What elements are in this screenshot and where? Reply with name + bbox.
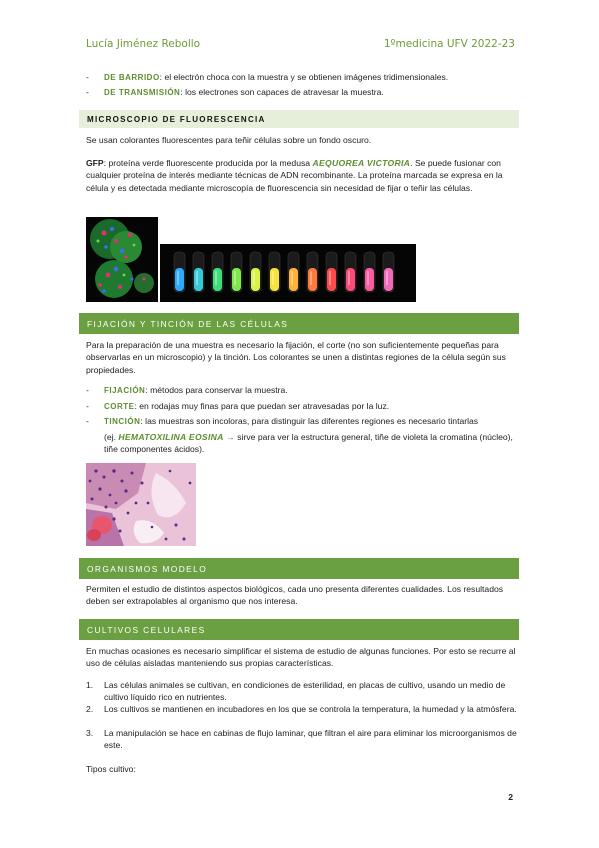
bullet-transmision [86, 86, 518, 99]
fluorescent-tube [288, 252, 299, 292]
term-fijacion: FIJACIÓN [104, 386, 146, 395]
page-number: 2 [508, 792, 513, 802]
bullet-dash: - [86, 385, 89, 395]
term-barrido: DE BARRIDO [104, 73, 160, 82]
histology-drawing [86, 463, 196, 546]
list-number: 2. [86, 704, 94, 714]
paragraph-tincion-example [104, 431, 518, 456]
term-corte: CORTE [104, 402, 135, 411]
text-transmision: : los electrones son capaces de atravesar la muestra. [180, 87, 384, 97]
fluorescent-tube [307, 252, 318, 292]
fluorescent-tube [345, 252, 356, 292]
fluorescent-tube [364, 252, 375, 292]
stain-name: HEMATOXILINA EOSINA → [118, 432, 235, 442]
section-title: MICROSCOPIO DE FLUORESCENCIA [87, 115, 266, 124]
fluorescent-tube [231, 252, 242, 292]
text-tincion: : las muestras son incoloras, para distinguir las diferentes regiones es necesario tintarlas [140, 416, 479, 426]
bullet-tincion [86, 415, 518, 428]
section-title: CULTIVOS CELULARES [87, 625, 206, 635]
section-heading-fluorescencia [79, 110, 519, 128]
text-barrido: : el electrón choca con la muestra y se obtienen imágenes tridimensionales. [159, 72, 449, 82]
species-name: AEQUOREA VICTORIA [312, 158, 411, 168]
list-item [86, 679, 518, 704]
section-title: ORGANISMOS MODELO [87, 564, 208, 574]
bullet-dash: - [86, 416, 89, 426]
fluorescent-tube [212, 252, 223, 292]
paragraph-fluor-intro: Se usan colorantes fluorescentes para teñir células sobre un fondo oscuro. [86, 135, 372, 145]
fluorescence-cell-image [86, 217, 158, 302]
fluorescent-tube [174, 252, 185, 292]
fluorescent-tube [383, 252, 394, 292]
example-text-a: (ej. [104, 432, 119, 442]
fluorescent-tube [269, 252, 280, 292]
header-author: Lucía Jiménez Rebollo [86, 38, 201, 50]
list-item [86, 703, 518, 715]
histology-image [86, 463, 196, 546]
bullet-dash: - [86, 401, 89, 411]
list-text: Los cultivos se mantienen en incubadores en los que se controla la temperatura, la humedad y la atmósfera. [104, 704, 517, 714]
text-corte: : en rodajas muy finas para que puedan ser atravesadas por la luz. [134, 401, 390, 411]
list-text: La manipulación se hace en cabinas de flujo laminar, que filtran el aire para eliminar los microorganismos de este. [104, 728, 517, 751]
header-course: 1ºmedicina UFV 2022-23 [383, 38, 515, 50]
section-heading-cultivos [79, 619, 519, 640]
example-text-b: sirve para ver la estructura general, tiñe de violeta la cromatina (núcleo), tiñe componentes ácidos). [104, 432, 513, 455]
term-tincion: TINCIÓN [104, 417, 141, 426]
list-number: 1. [86, 680, 94, 690]
fluorescence-cell-drawing [86, 217, 158, 302]
list-item [86, 727, 518, 752]
gfp-text-a: : proteína verde fluorescente producida por la medusa [103, 158, 313, 168]
bullet-barrido [86, 71, 518, 84]
paragraph-cultivos-intro: En muchas ocasiones es necesario simplificar el sistema de estudio de algunas funciones. Por esto se recurre al uso de células aisladas manteniendo sus propias características. [86, 646, 516, 669]
bullet-fijacion [86, 384, 518, 397]
section-heading-fijacion [79, 313, 519, 334]
text-fijacion: : métodos para conservar la muestra. [145, 385, 288, 395]
section-title: FIJACIÓN Y TINCIÓN DE LAS CÉLULAS [87, 319, 289, 329]
tipos-cultivo-label: Tipos cultivo: [86, 764, 136, 774]
bullet-corte [86, 400, 518, 413]
paragraph-gfp [86, 157, 518, 194]
term-gfp: GFP [86, 158, 104, 168]
paragraph-fijacion-intro: Para la preparación de una muestra es necesario la fijación, el corte (no son suficientemente pequeñas para observarlas en un microscopio) y la tinción. Los colorantes se unen a distintas regiones de la célula según sus propiedades. [86, 340, 506, 375]
fluorescent-tubes-image [160, 244, 416, 302]
tubes-drawing [160, 244, 416, 302]
bullet-dash: - [86, 72, 89, 82]
list-text: Las células animales se cultivan, en condiciones de esterilidad, en placas de cultivo, usando un medio de cultivo líquido rico en nutrientes. [104, 680, 506, 703]
gfp-text-b: . Se puede fusionar con cualquier proteína de interés mediante técnicas de ADN recombinante. La proteína marcada se expresa en la célula y es detectada mediante microscopía de fluorescencia sin necesidad de fijar o teñir las células. [86, 158, 503, 193]
section-heading-organismos [79, 558, 519, 579]
term-transmision: DE TRANSMISIÓN [104, 88, 181, 97]
bullet-dash: - [86, 87, 89, 97]
list-number: 3. [86, 728, 94, 738]
fluorescent-tube [250, 252, 261, 292]
fluorescent-tube [193, 252, 204, 292]
fluorescent-tube [326, 252, 337, 292]
paragraph-organismos: Permiten el estudio de distintos aspectos biológicos, cada uno presenta diferentes cualidades. Los resultados deben ser extrapolables al organismo que nos interesa. [86, 584, 504, 607]
